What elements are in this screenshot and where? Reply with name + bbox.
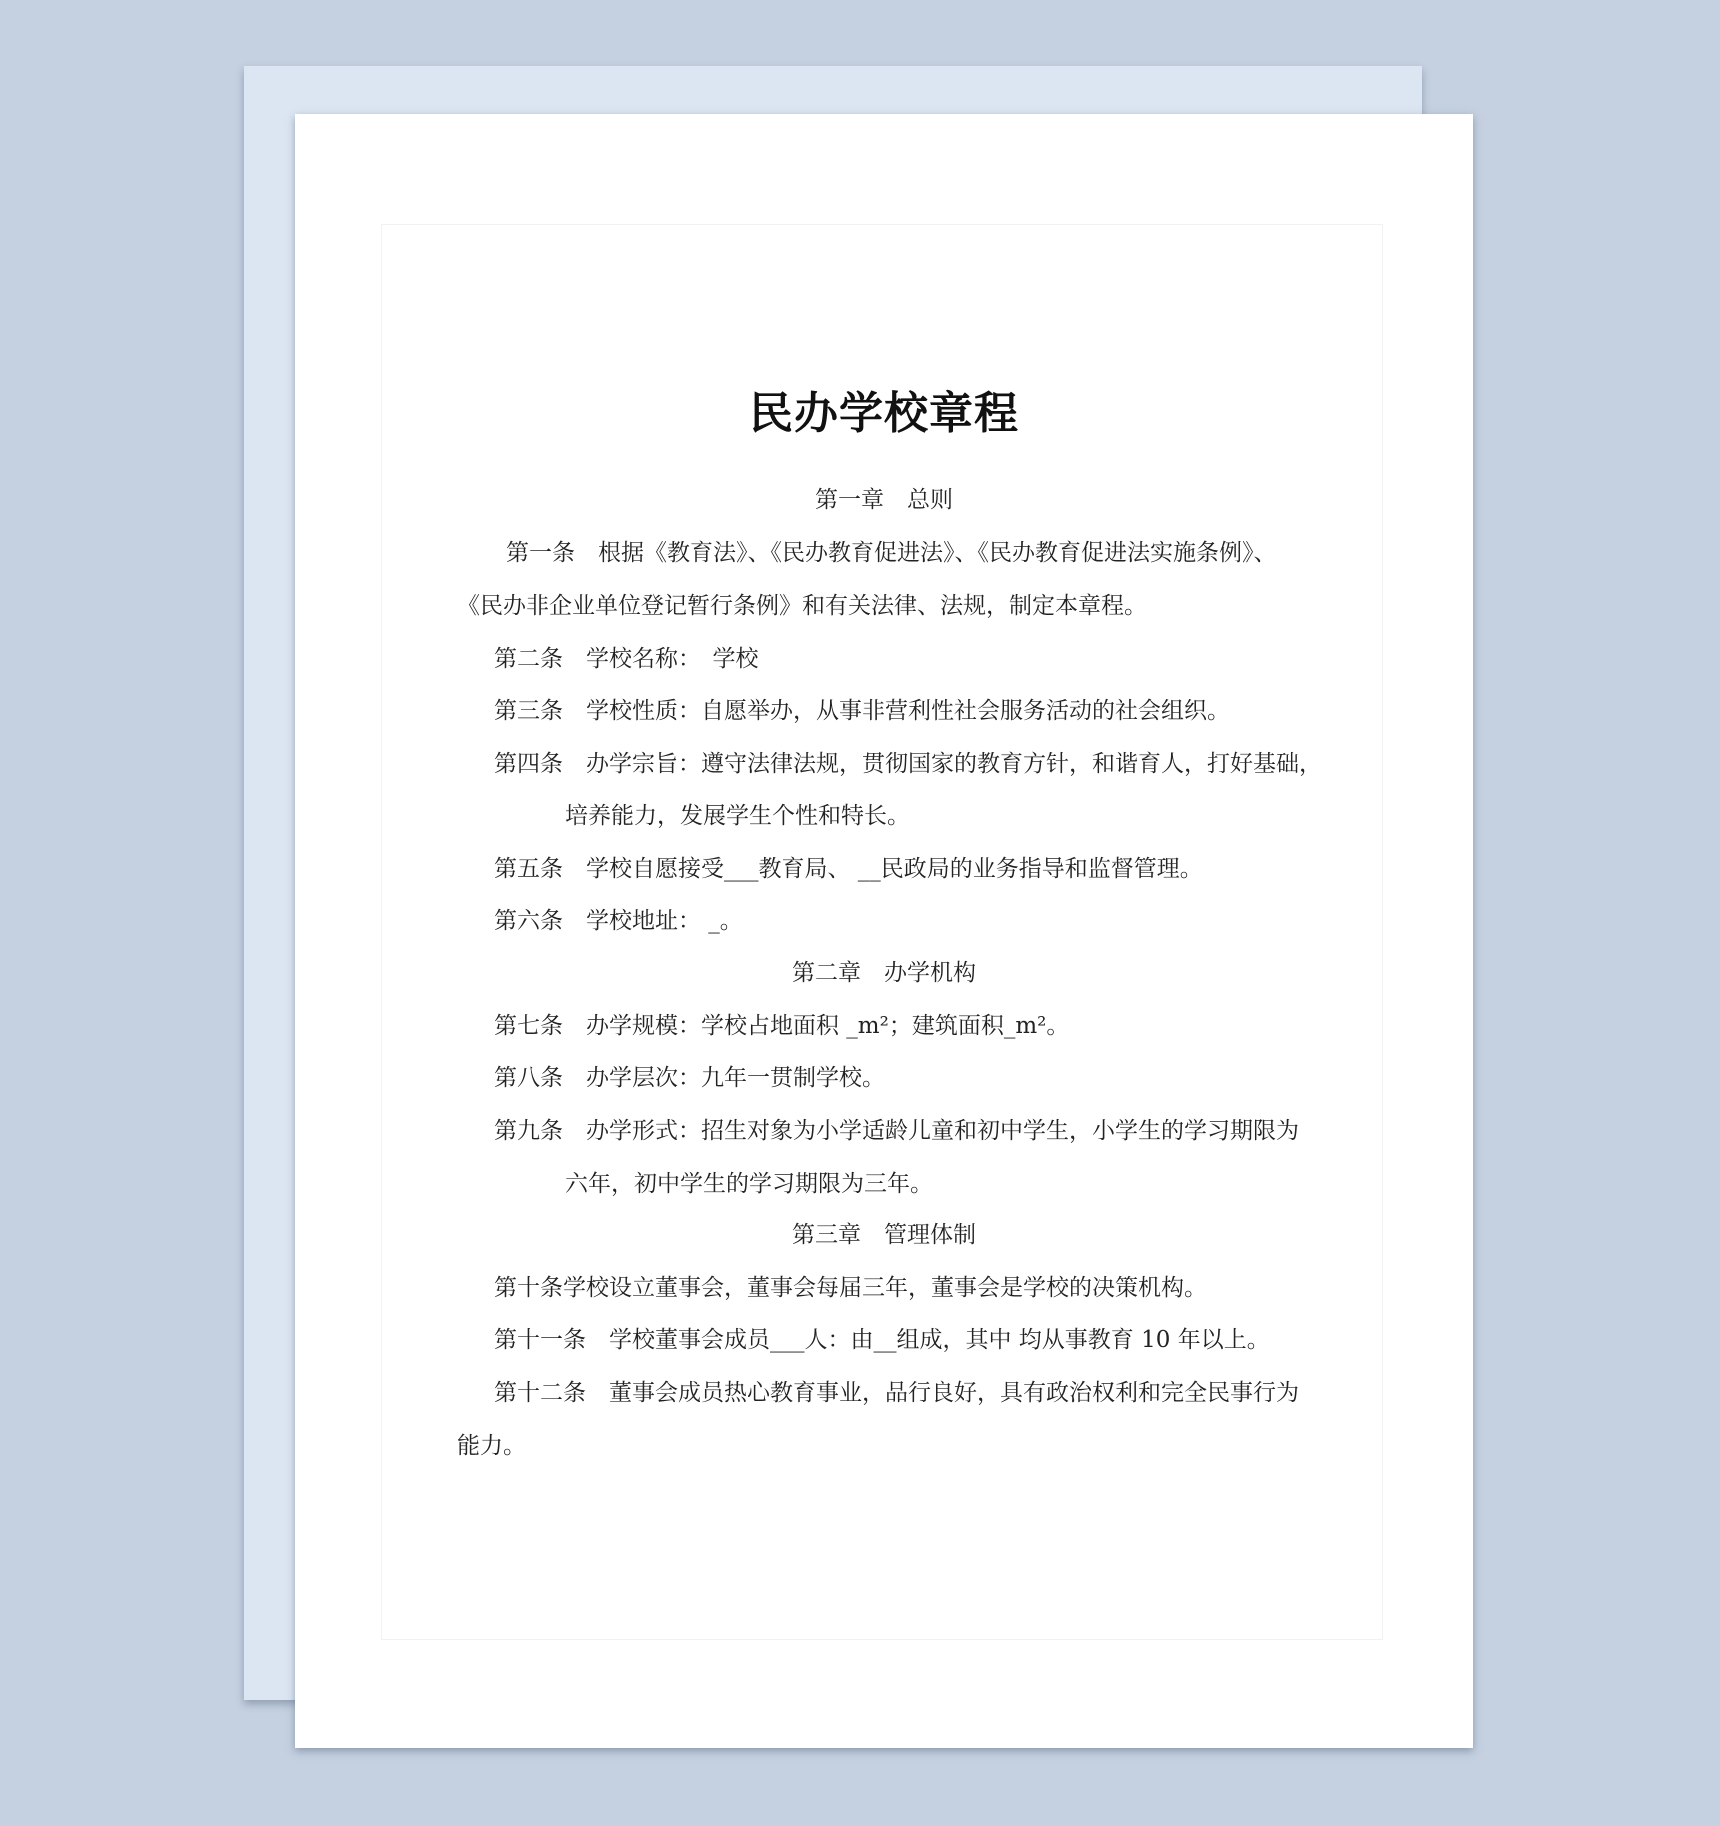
article-line: 第十一条 学校董事会成员___人：由__组成，其中 均从事教育 10 年以上。 xyxy=(494,1327,1270,1353)
article-line: 第八条 办学层次：九年一贯制学校。 xyxy=(494,1065,885,1091)
document-page xyxy=(295,114,1473,1748)
chapter-heading: 第三章 管理体制 xyxy=(792,1222,976,1248)
chapter-heading: 第一章 总则 xyxy=(815,487,953,513)
article-line: 第五条 学校自愿接受___教育局、 __民政局的业务指导和监督管理。 xyxy=(494,856,1203,882)
article-line: 能力。 xyxy=(457,1433,526,1459)
article-line: 第二条 学校名称： 学校 xyxy=(494,646,759,672)
chapter-heading: 第二章 办学机构 xyxy=(792,960,976,986)
article-line: 第三条 学校性质：自愿举办，从事非营利性社会服务活动的社会组织。 xyxy=(494,698,1230,724)
article-line: 《民办非企业单位登记暂行条例》和有关法律、法规，制定本章程。 xyxy=(457,593,1147,619)
article-line: 培养能力，发展学生个性和特长。 xyxy=(565,803,910,829)
document-title: 民办学校章程 xyxy=(749,388,1019,439)
article-line: 第十二条 董事会成员热心教育事业，品行良好，具有政治权利和完全民事行为 xyxy=(494,1380,1299,1406)
article-line: 六年，初中学生的学习期限为三年。 xyxy=(565,1171,933,1197)
article-line: 第四条 办学宗旨：遵守法律法规，贯彻国家的教育方针，和谐育人，打好基础， xyxy=(494,751,1322,777)
article-line: 第七条 办学规模：学校占地面积 _m²；建筑面积_m²。 xyxy=(494,1013,1070,1039)
article-line: 第六条 学校地址： _。 xyxy=(494,908,743,934)
article-line: 第一条 根据《教育法》、《民办教育促进法》、《民办教育促进法实施条例》、 xyxy=(506,540,1277,566)
article-line: 第九条 办学形式：招生对象为小学适龄儿童和初中学生，小学生的学习期限为 xyxy=(494,1118,1299,1144)
article-line: 第十条学校设立董事会，董事会每届三年，董事会是学校的决策机构。 xyxy=(494,1275,1207,1301)
